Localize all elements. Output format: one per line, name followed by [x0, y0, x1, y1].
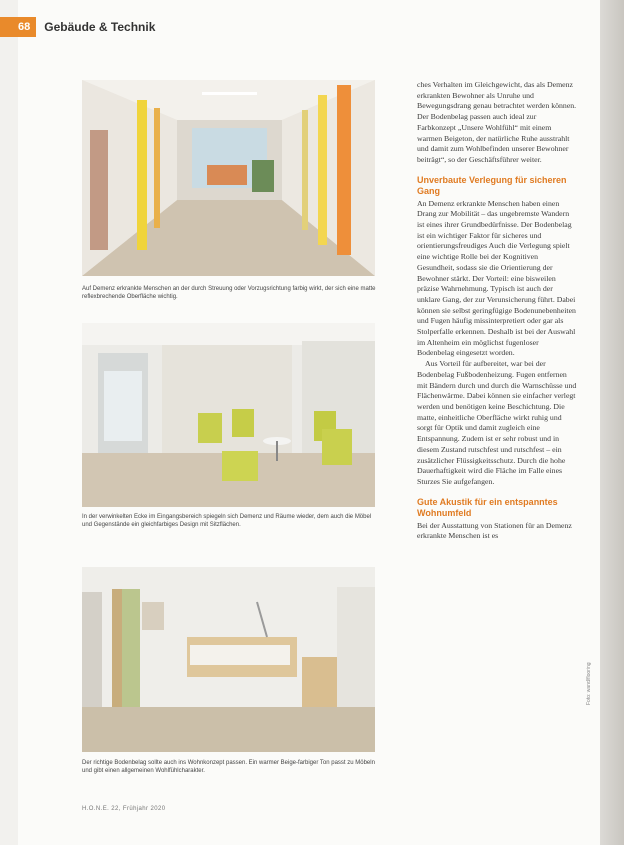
photo-bedroom — [82, 567, 375, 752]
article-column — [417, 80, 577, 542]
photo-corridor — [82, 80, 375, 276]
photo-credit: Foto: wand/flooring — [586, 662, 592, 705]
page-number: 68 — [0, 17, 36, 37]
lounge-illustration — [82, 323, 375, 507]
article-paragraph-4: Bei der Ausstattung von Stationen für an Demenz erkrankte Menschen ist es — [417, 520, 572, 541]
page-header — [18, 14, 155, 40]
caption-lounge: In der verwinkelten Ecke im Eingangsbereich spiegeln sich Demenz und Räume wieder, dem auch die Möbel und Gegenstände ein gleichfarbiges Design mit Sitzflächen. — [82, 514, 372, 529]
caption-corridor: Auf Demenz erkrankte Menschen an der durch Streuung oder Vorzugsrichtung farbig wirkt, der sich eine matte reflexbrechende Oberfläche wichtig. — [82, 286, 376, 301]
subheading-1: Unverbaute Verlegung für sicheren Gang — [417, 174, 567, 196]
page-edge — [600, 0, 624, 845]
subheading-2: Gute Akustik für ein entspanntes Wohnumfeld — [417, 496, 558, 518]
section-title: Gebäude & Technik — [44, 20, 156, 34]
photo-lounge — [82, 323, 375, 507]
page-footer: H.O.N.E. 22, Frühjahr 2020 — [82, 806, 166, 812]
bedroom-illustration — [82, 567, 375, 752]
article-paragraph-1: ches Verhalten im Gleichgewicht, das als Demenz erkrankten Bewohner als Unruhe und Bewegungsdrang genau betrachtet werden können. Der Bodenbelag passen auch ideal zur Farbkonzept „Unsere Wohlfühl“ mit einem warmen Beigeton, der natürliche Ruhe ausstrahlt und damit zum Wohlbefinden unserer Bewohner beiträgt“, so der Geschäftsführer weiter. — [417, 80, 577, 164]
article-paragraph-3: Aus Vorteil für aufbereitet, war bei der Bodenbelag Fußbodenheizung. Fugen entfernen mit Bändern durch und durch die Warnschüsse und Flächenwärme. Dabei können sie einfacher verlegt werden und benötigen keine Beschichtung. Die matte, einheitliche Oberfläche wirkt ruhig und sorgt für Optik und damit zugleich eine Entspannung. Zudem ist er sehr robust und in diesem Zustand rutschfest und rutschfest – ein zusätzlicher Flüssigkeitsschutz. Durch die hohe Dauerhaftigkeit wird die Fläche im Falle eines Sturzes Sie aufgefangen. — [417, 359, 577, 486]
caption-bedroom: Der richtige Bodenbelag sollte auch ins Wohnkonzept passen. Ein warmer Beige-farbiger Ton passt zu Möbeln und gibt einen allgemeinen Wohlfühlcharakter. — [82, 760, 375, 775]
article-paragraph-2: An Demenz erkrankte Menschen haben einen Drang zur Mobilität – das ungebremste Wandern ist eines ihrer Grundbedürfnisse. Der Bodenbelag ist ein wichtiger Faktor für sicheres und orientierungsfreudiges Auch die Verlegung spielt eine wichtige Rolle bei der Kognitiven Gesundheit, sodass sie die Orientierung der Bewohner stärkt. Der Vorteil: eine bisweilen präzise Wahrnehmung. Typisch ist auch der unklare Gang, der zur Verunsicherung führt. Dabei können sie selbst geringfügige Bodenunebenheiten und Fugen häufig missinterpretiert oder gar als Stolperfalle erkennen. Deshalb ist bei der Auswahl im Altenheim ein möglichst fugenloser Bodenbelag eingesetzt worden. — [417, 198, 576, 358]
corridor-illustration — [82, 80, 375, 276]
